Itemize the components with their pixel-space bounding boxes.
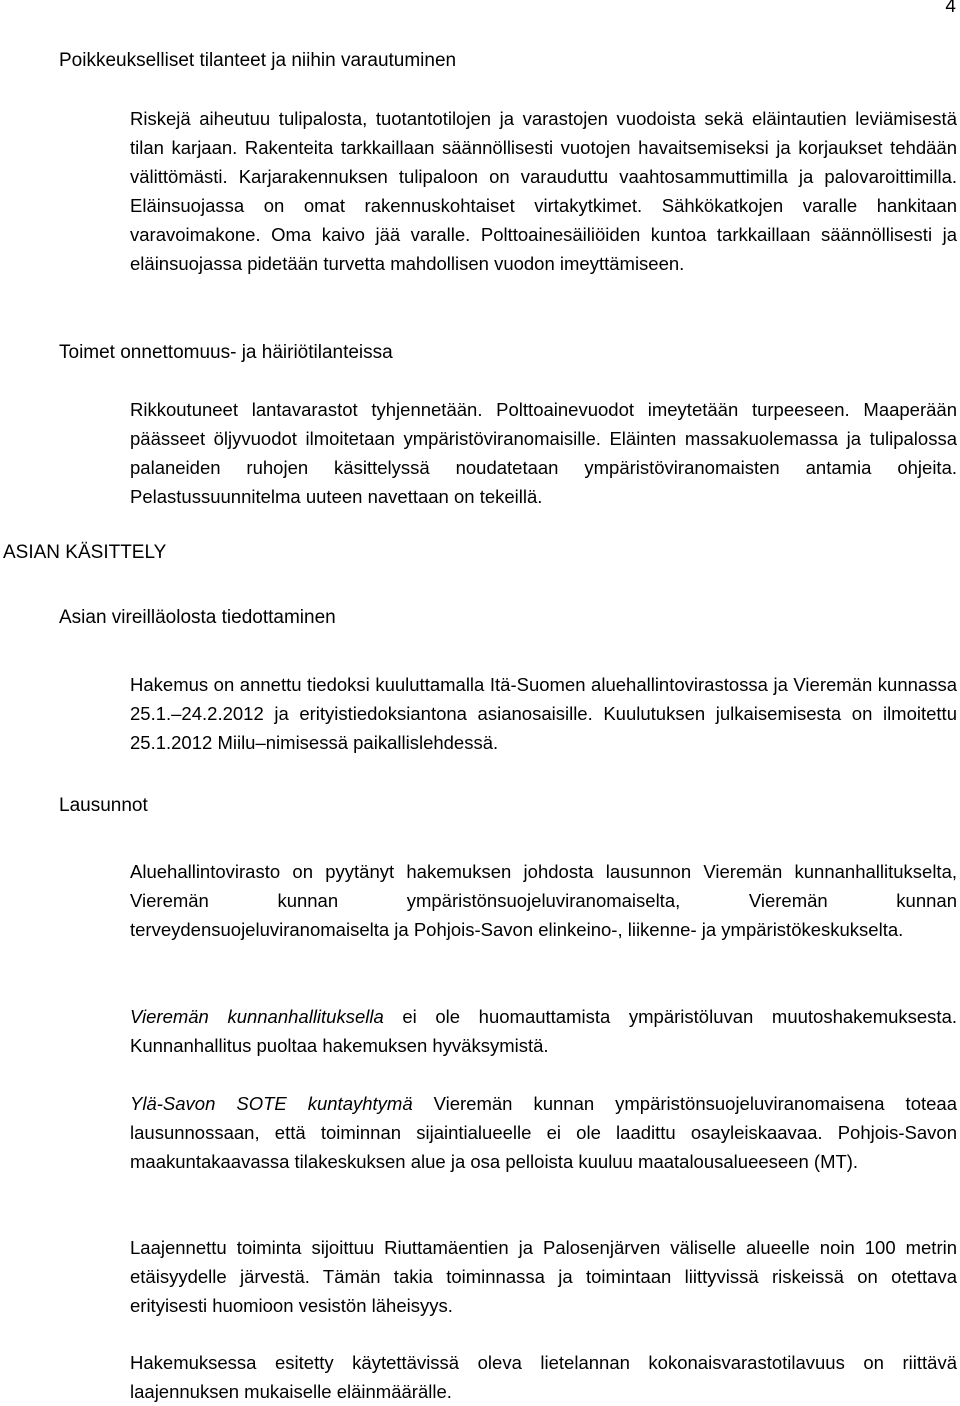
paragraph-sote-statement xyxy=(130,1089,957,1176)
paragraph-location-risks: Laajennettu toiminta sijoittuu Riuttamäentien ja Palosenjärven väliselle alueelle noin 100 metrin etäisyydelle järvestä. Tämän takia toiminnassa ja toimintaan liittyvissä riskeissä on otettava erityisesti huomioon vesistön läheisyys. xyxy=(130,1237,957,1316)
sote-text: Vieremän kunnan ympäristönsuojeluviranomaisena toteaa lausunnossaan, että toiminnan sijaintialueelle ei ole laadittu osayleiskaavaa. Pohjois-Savon maakuntakaavassa tilakeskuksen alue ja osa pelloista kuuluu maatalousalueeseen (MT). xyxy=(130,1093,957,1172)
paragraph-accident-measures: Rikkoutuneet lantavarastot tyhjennetään. Polttoainevuodot imeytetään turpeeseen. Maaperään päässeet öljyvuodot ilmoitetaan ympäristöviranomaisille. Eläinten massakuolemassa ja tulipalossa palaneiden ruhojen käsittelyssä noudatetaan ympäristöviranomaisten antamia ohjeita. Pelastussuunnitelma uuteen navettaan on tekeillä. xyxy=(130,399,957,507)
heading-statements: Lausunnot xyxy=(59,795,148,816)
paragraph-statement-request: Aluehallintovirasto on pyytänyt hakemuksen johdosta lausunnon Vieremän kunnanhallitukselta, Vieremän kunnan ympäristönsuojeluviranomaiselta, Vieremän kunnan terveydensuojeluviranomaiselta ja Pohjois-Savon elinkeino-, liikenne- ja ympäristökeskukselta. xyxy=(130,861,957,940)
paragraph-storage-capacity: Hakemuksessa esitetty käytettävissä oleva lietelannan kokonaisvarastotilavuus on riittävä laajennuksen mukaiselle eläinmäärälle. xyxy=(130,1352,957,1402)
paragraph-pending-notice: Hakemus on annettu tiedoksi kuuluttamalla Itä-Suomen aluehallintovirastossa ja Vieremän kunnassa 25.1.–24.2.2012 ja erityistiedoksiantona asianosaisille. Kuulutuksen julkaisemisesta on ilmoitettu 25.1.2012 Miilu–nimisessä paikallislehdessä. xyxy=(130,674,957,753)
main-heading-case-handling: ASIAN KÄSITTELY xyxy=(3,542,167,563)
paragraph-exceptional-situations: Riskejä aiheutuu tulipalosta, tuotantotilojen ja varastojen vuodoista sekä eläintautien leviämisestä tilan karjaan. Rakenteita tarkkaillaan säännöllisesti vuotojen havaitsemiseksi ja korjaukset tehdään välittömästi. Karjarakennuksen tulipaloon on varauduttu vaahtosammuttimilla ja palovaroittimilla. Eläinsuojassa on omat rakennuskohtaiset virtakytkimet. Sähkökatkojen varalle hankitaan varavoimakone. Oma kaivo jää varalle. Polttoainesäiliöiden kuntoa tarkkaillaan säännöllisesti ja eläinsuojassa pidetään turvetta mahdollisen vuodon imeyttämiseen. xyxy=(130,108,957,274)
sote-name: Ylä-Savon SOTE kuntayhtymä xyxy=(130,1093,413,1114)
page-number: 4 xyxy=(945,0,956,17)
municipal-board-name: Vieremän kunnanhallituksella xyxy=(130,1006,384,1027)
municipal-board-text: ei ole huomauttamista ympäristöluvan muutoshakemuksesta. Kunnanhallitus puoltaa hakemuksen hyväksymistä. xyxy=(130,1006,957,1056)
heading-exceptional-situations: Poikkeukselliset tilanteet ja niihin varautuminen xyxy=(59,50,457,71)
heading-pending-notice: Asian vireilläolosta tiedottaminen xyxy=(59,607,336,628)
heading-accident-measures: Toimet onnettomuus- ja häiriötilanteissa xyxy=(59,342,393,363)
paragraph-municipal-board-statement xyxy=(130,1002,957,1060)
